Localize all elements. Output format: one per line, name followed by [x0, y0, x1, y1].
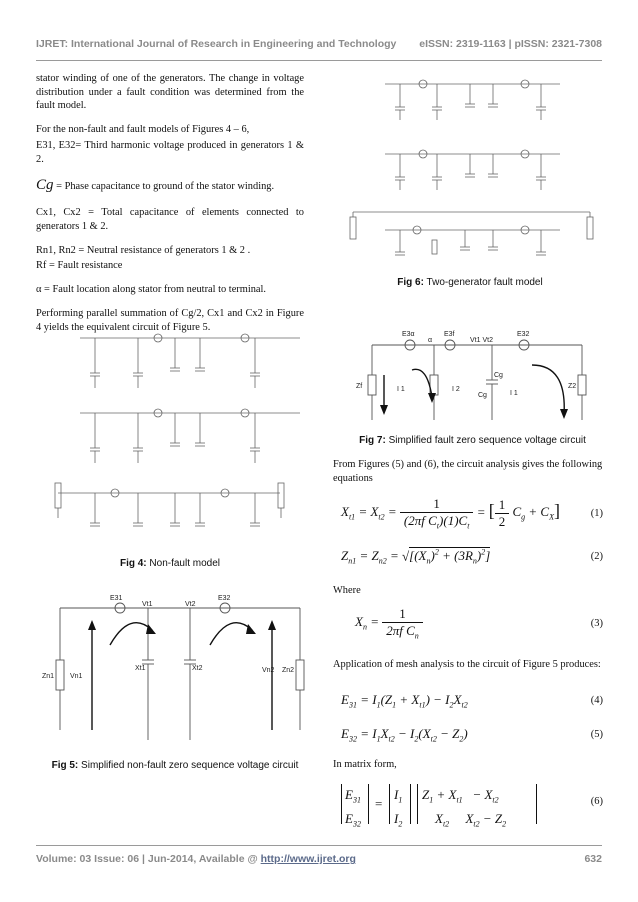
footer-rule	[36, 845, 602, 846]
label-zn1: Zn1	[42, 673, 55, 680]
eq5-number: (5)	[590, 729, 603, 740]
figure-6	[345, 72, 595, 272]
label-cg2: Cg	[478, 392, 487, 399]
eq3-number: (3)	[590, 618, 603, 629]
footer-volume: Volume: 03 Issue: 06 | Jun-2014, Available @	[36, 853, 258, 865]
mesh-text: Application of mesh analysis to the circuit of Figure 5 produces:	[333, 659, 601, 670]
label-e32-fig7: E32	[517, 331, 530, 338]
issn: eISSN: 2319-1163 | pISSN: 2321-7308	[419, 38, 602, 50]
matrix-text: In matrix form,	[333, 759, 397, 770]
paragraph-5a: Rn1, Rn2 = Neutral resistance of generators 1 & 2 .	[36, 244, 251, 256]
equation-5: $E_{32} = I_1X_{t2} - I_2(X_{t2} - Z_2)$ (5)	[341, 726, 603, 744]
left-column	[36, 72, 304, 344]
figure-4	[40, 318, 300, 553]
label-vt: Vt1 Vt2	[470, 337, 493, 344]
label-vn2: Vn2	[262, 667, 275, 674]
paragraph-2b: E31, E32= Third harmonic voltage produced in generators 1 & 2.	[36, 139, 304, 165]
label-i2: I 2	[452, 386, 460, 393]
figure-7	[352, 325, 592, 430]
label-i1: I 1	[397, 386, 405, 393]
label-zf: Zf	[356, 383, 363, 390]
eq4-number: (4)	[590, 695, 603, 706]
fig4-caption: Fig 4: Non-fault model	[119, 558, 221, 569]
cg-symbol: Cg	[36, 177, 54, 194]
paragraph-4: Cx1, Cx2 = Total capacitance of elements connected to generators 1 & 2.	[36, 207, 304, 232]
paragraph-7: Performing parallel summation of Cg/2, Cx1 and Cx2 in Figure 4 yields the equivalent circuit of Figure 5.	[36, 307, 304, 333]
label-e32: E32	[218, 595, 231, 602]
journal-link[interactable]: http://www.ijret.org	[260, 853, 356, 865]
equation-6: $E_{31}$ $E_{32}$ = $I_1$ $I_2$ $Z_1 + X_{t1} - X_{t2}$ $X_{t2}$ $X_{t2} - Z_2$ (6)	[333, 784, 603, 828]
label-z2: Z2	[568, 383, 577, 390]
paragraph-3: Cg = Phase capacitance to ground of the stator winding.	[36, 177, 275, 194]
page-number: 632	[584, 853, 602, 865]
equation-2: $Z_{n1} = Z_{n2} = √[(X_n)^2 + (3R_n)^2]$ (2)	[341, 548, 603, 566]
eq2-number: (2)	[590, 551, 603, 562]
page-footer	[36, 853, 602, 865]
label-zn2: Zn2	[282, 667, 295, 674]
paragraph-1: stator winding of one of the generators. The change in voltage distribution under a fault condition was determined from the fault model.	[36, 73, 304, 112]
fig6-caption: Fig 6: Two-generator fault model	[397, 277, 543, 288]
intro-text: From Figures (5) and (6), the circuit analysis gives the following equations	[333, 459, 603, 484]
figure-5	[40, 590, 310, 755]
header-rule	[36, 60, 602, 61]
label-vt1: Vt1	[142, 601, 153, 608]
equation-3: $X_n$ = $\frac{1}{2\pi f C_n}$ (3)	[355, 606, 603, 641]
label-alpha: α	[428, 337, 433, 344]
page-header	[36, 38, 602, 50]
paragraph-5b: Rf = Fault resistance	[36, 260, 123, 272]
label-e3f: E3f	[444, 331, 455, 338]
fig7-caption: Fig 7: Simplified fault zero sequence voltage circuit	[359, 435, 586, 446]
paragraph-6: α = Fault location along stator from neutral to terminal.	[36, 284, 267, 296]
label-e3a: E3α	[402, 331, 415, 338]
label-vn1: Vn1	[70, 673, 83, 680]
eq6-number: (6)	[590, 796, 603, 807]
journal-name: IJRET: International Journal of Research in Engineering and Technology	[36, 38, 397, 50]
label-i1b: I 1	[510, 390, 518, 397]
eq1-number: (1)	[590, 508, 603, 519]
label-cg: Cg	[494, 372, 503, 379]
label-xt1: Xt1	[135, 665, 146, 672]
label-vt2: Vt2	[185, 601, 196, 608]
label-xt2: Xt2	[192, 665, 203, 672]
paragraph-2a: For the non-fault and fault models of Figures 4 – 6,	[36, 124, 250, 136]
where-text: Where	[333, 585, 361, 596]
equation-1: $X_{t1} = X_{t2}$ = $\frac{1}{(2\pi f C_t)(1)C_t}$ = [ $\frac{1}{2}$ $C_g + C_X$] (1)	[341, 496, 603, 531]
fig5-caption: Fig 5: Simplified non-fault zero sequence voltage circuit	[51, 760, 299, 771]
label-e31: E31	[110, 595, 123, 602]
equation-4: $E_{31} = I_1(Z_1 + X_{t1}) - I_2X_{t2}$ (4)	[341, 692, 603, 710]
